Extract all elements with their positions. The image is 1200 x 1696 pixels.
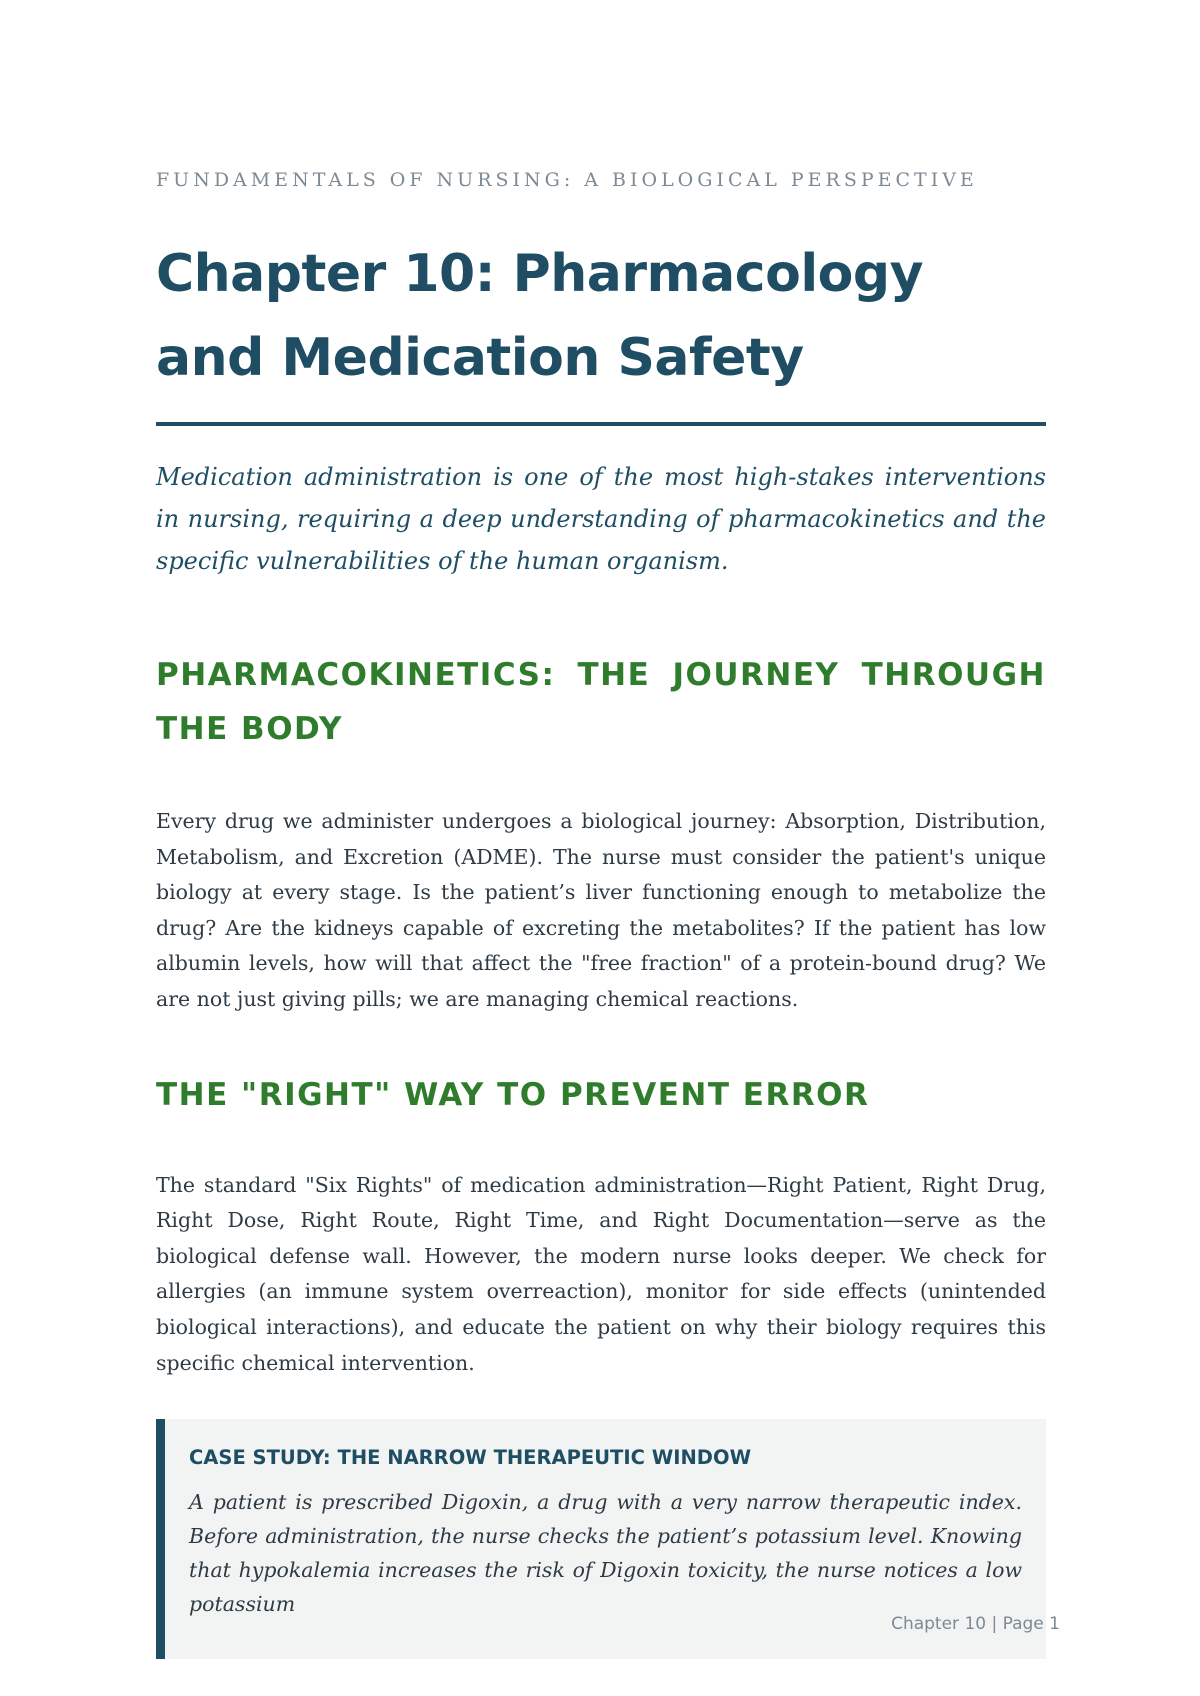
case-study-text: A patient is prescribed Digoxin, a drug with a very narrow therapeutic index. Before administration, the nurse checks the patient’s potassium level. Knowing that hypokalemia increases the risk of Digoxin toxicity, the nurse notices a low potassium [189, 1490, 1022, 1617]
page-footer: Chapter 10 | Page 1 [891, 1614, 1060, 1634]
book-title-kicker: FUNDAMENTALS OF NURSING: A BIOLOGICAL PERSPECTIVE [156, 169, 978, 191]
section-body-pharmacokinetics: Every drug we administer undergoes a biological journey: Absorption, Distribution, Metabolism, and Excretion (ADME). The nurse must consider the patient's unique biology at every stage. Is the patient’s liver functioning enough to metabolize the drug? Are the kidneys capable of excreting the metabolites? If the patient has low albumin levels, how will that affect the "free fraction" of a protein-bound drug? We are not just giving pills; we are managing chemical reactions. [156, 809, 1046, 1011]
section-body-right-way: The standard "Six Rights" of medication administration—Right Patient, Right Drug, Right Dose, Right Route, Right Time, and Right Documentation—serve as the biological defense wall. However, the modern nurse looks deeper. We check for allergies (an immune system overreaction), monitor for side effects (unintended biological interactions), and educate the patient on why their biology requires this specific chemical intervention. [156, 1172, 1046, 1375]
section-heading-right-way: THE "RIGHT" WAY TO PREVENT ERROR [156, 1076, 870, 1113]
case-study-title: CASE STUDY: THE NARROW THERAPEUTIC WINDOW [189, 1446, 752, 1470]
page-content [156, 168, 1046, 1659]
section-heading-pharmacokinetics: PHARMACOKINETICS: THE JOURNEY THROUGH THE BODY [156, 657, 1046, 747]
title-divider [156, 422, 1046, 426]
chapter-lead-paragraph: Medication administration is one of the most high-stakes interventions in nursing, requiring a deep understanding of pharmacokinetics and the specific vulnerabilities of the human organism. [156, 463, 1046, 575]
chapter-title: Chapter 10: Pharmacology and Medication Safety [156, 244, 923, 388]
